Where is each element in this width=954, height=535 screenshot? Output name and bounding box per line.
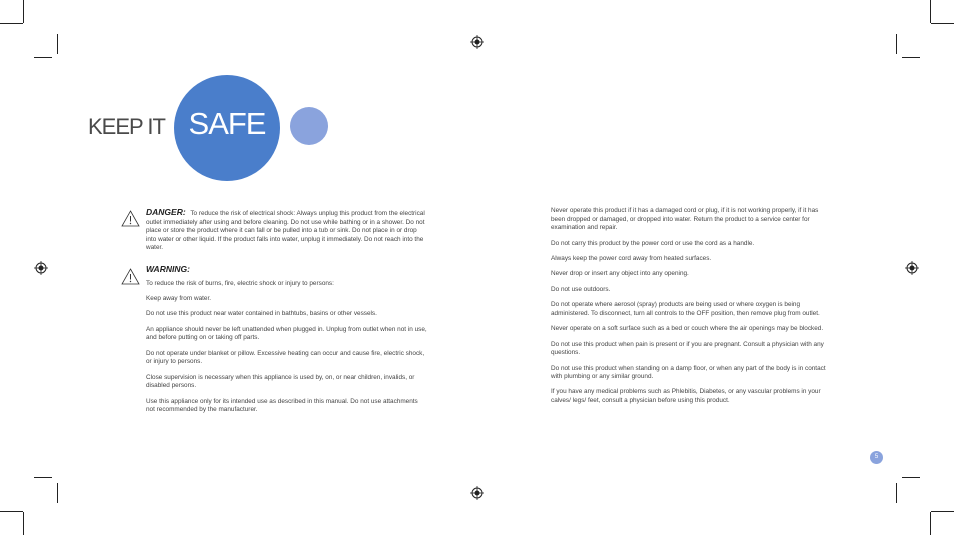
crop-mark <box>57 34 58 54</box>
crop-mark <box>57 483 58 503</box>
warning-section <box>146 265 428 415</box>
crop-mark <box>23 0 24 23</box>
crop-mark <box>896 34 897 54</box>
safe-circle <box>174 75 280 181</box>
safety-item: If you have any medical problems such as Phlebitis, Diabetes, or any vascular problems in your calves/ legs/ feet, consult a physician before using this product. <box>551 388 821 405</box>
decorative-circle <box>290 107 328 145</box>
crop-mark <box>23 512 24 535</box>
safety-item: Do not carry this product by the power cord or use the cord as a handle. <box>551 239 755 247</box>
page-number: 5 <box>870 451 883 464</box>
crop-mark <box>896 483 897 503</box>
warning-item: Use this appliance only for its intended use as described in this manual. Do not use attachments not recommended by the manufacturer. <box>146 397 418 414</box>
safety-item: Never drop or insert any object into any opening. <box>551 270 689 278</box>
registration-mark-icon <box>470 486 484 500</box>
warning-item: To reduce the risk of burns, fire, electric shock or injury to persons: <box>146 279 334 287</box>
safety-item: Do not operate where aerosol (spray) products are being used or where oxygen is being administered. To disconnect, turn all controls to the OFF position, then remove plug from outlet. <box>551 301 820 317</box>
safety-item: Never operate on a soft surface such as a bed or couch where the air openings may be blocked. <box>551 325 824 333</box>
warning-triangle-icon <box>121 268 140 285</box>
registration-mark-icon <box>905 261 919 275</box>
warning-item: Keep away from water. <box>146 294 212 302</box>
warning-item: Close supervision is necessary when this appliance is used by, on, or near children, invalids, or disabled persons. <box>146 373 415 390</box>
crop-mark <box>902 477 920 478</box>
safety-item: Do not use outdoors. <box>551 285 611 293</box>
warning-item: Do not use this product near water contained in bathtubs, basins or other vessels. <box>146 310 377 318</box>
title-safe: SAFE <box>188 106 266 141</box>
crop-mark <box>930 0 931 23</box>
crop-mark <box>931 511 954 512</box>
registration-mark-icon <box>34 261 48 275</box>
crop-mark <box>34 477 52 478</box>
safety-item: Do not use this product when standing on a damp floor, or when any part of the body is in contact with plumbing or any similar ground. <box>551 364 826 381</box>
registration-mark-icon <box>470 35 484 49</box>
warning-heading: WARNING: <box>146 263 190 274</box>
danger-section <box>146 208 428 253</box>
warning-triangle-icon <box>121 210 140 227</box>
crop-mark <box>931 23 954 24</box>
danger-heading: DANGER: <box>146 207 186 217</box>
safety-item: Never operate this product if it has a damaged cord or plug, if it is not working properly, if it has been dropped or damaged, or dropped into water. Return the product to a service center for examination and repair. <box>551 207 819 232</box>
danger-text: To reduce the risk of electrical shock: Always unplug this product from the electrical outlet immediately after using and before cleaning. Do not use while bathing or in a shower. Do not place or store the product where it can fall or be pulled into a tub or sink. Do not place in or drop into water or other liquid. If the product falls into water, unplug it immediately. Do not reach into the water. <box>146 210 425 252</box>
crop-mark <box>0 511 23 512</box>
crop-mark <box>34 57 52 58</box>
left-column <box>146 208 428 422</box>
safety-item: Do not use this product when pain is present or if you are pregnant. Consult a physician with any questions. <box>551 340 824 357</box>
crop-mark <box>930 512 931 535</box>
warning-item: Do not operate under blanket or pillow. Excessive heating can occur and cause fire, electric shock, or injury to persons. <box>146 349 425 366</box>
warning-item: An appliance should never be left unattended when plugged in. Unplug from outlet when not in use, and before putting on or taking off parts. <box>146 325 427 342</box>
right-column <box>551 207 828 412</box>
safety-item: Always keep the power cord away from heated surfaces. <box>551 254 712 262</box>
crop-mark <box>0 23 23 24</box>
title-keep-it: KEEP IT <box>88 114 165 139</box>
crop-mark <box>902 57 920 58</box>
